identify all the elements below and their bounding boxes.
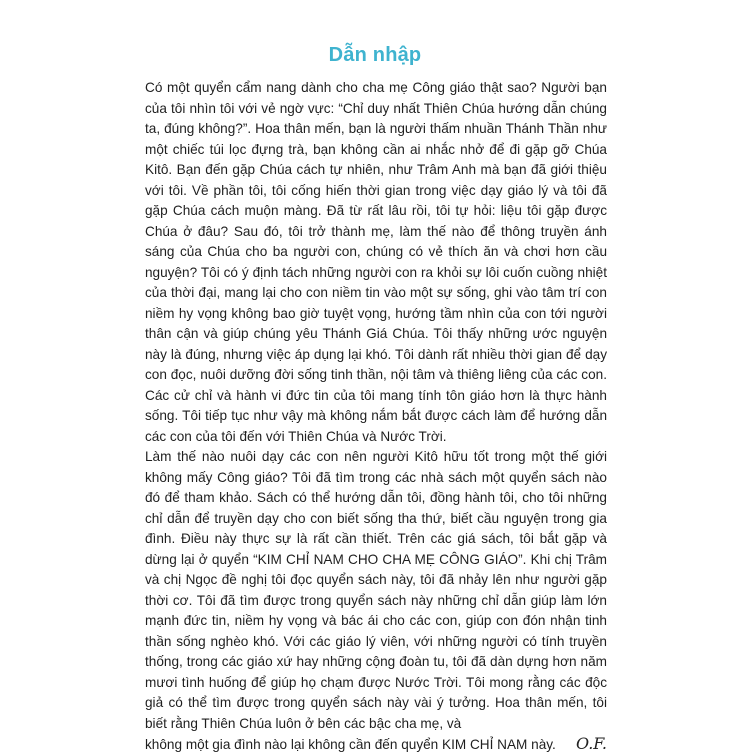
- page-title: Dẫn nhập: [328, 44, 422, 66]
- author-signature: O.F.: [576, 734, 607, 753]
- body-text: [145, 78, 607, 756]
- paragraph-2-closing: [145, 734, 607, 756]
- paragraph-2-last-line: không một gia đình nào lại không cần đến quyển KIM CHỈ NAM này.: [145, 737, 556, 752]
- paragraph-2: Làm thế nào nuôi dạy các con nên người Kitô hữu tốt trong một thế giới không mấy Công giáo? Tôi đã tìm trong các nhà sách một quyển sách nào đó để tham khảo. Sách có thể hướng dẫn tôi, đồng hành tôi, cho tôi những chỉ dẫn để truyền dạy cho con biết sống tha thứ, biết cầu nguyện trong gia đình. Điều này thực sự là rất cần thiết. Trên các giá sách, tôi bắt gặp và dừng lại ở quyển “KIM CHỈ NAM CHO CHA MẸ CÔNG GIÁO”. Khi chị Trâm và chị Ngọc đề nghị tôi đọc quyển sách này, tôi đã nhảy lên như người gặp thời cơ. Tôi đã tìm được trong quyển sách này những chỉ dẫn giúp làm lớn mạnh đức tin, niềm hy vọng và bác ái cho các con, giúp con đón nhận tinh thần sống nghèo khó. Với các giáo lý viên, với những người có tính truyền thống, trong các giáo xứ hay những cộng đoàn tu, tôi đã dàn dựng hơn năm mươi tình huống để giúp họ chạm được Nước Trời. Tôi mong rằng các độc giả có thể tìm được trong quyển sách này vài ý tưởng. Hoa thân mến, tôi biết rằng Thiên Chúa luôn ở bên các bậc cha mẹ, và: [145, 449, 607, 731]
- paragraph-1: Có một quyển cẩm nang dành cho cha mẹ Công giáo thật sao? Người bạn của tôi nhìn tôi với vẻ ngờ vực: “Chỉ duy nhất Thiên Chúa hướng dẫn chúng ta, đúng không?”. Hoa thân mến, bạn là người thấm nhuần Thánh Thần như một chiếc túi lọc đựng trà, bạn không cần ai nhắc nhở để đi gặp gỡ Chúa Kitô. Bạn đến gặp Chúa cách tự nhiên, như Trâm Anh mà bạn đã giới thiệu với tôi. Về phần tôi, tôi cống hiến thời gian trong việc dạy giáo lý và tôi đã gặp Chúa cách muộn màng. Đã từ rất lâu rồi, tôi tự hỏi: liệu tôi gặp được Chúa ở đâu? Sau đó, tôi trở thành mẹ, làm thế nào để thông truyền ánh sáng của Chúa cho ba người con, chúng có vẻ thích ăn và chơi hơn cầu nguyện? Tôi có ý định tách những người con ra khỏi sự lôi cuốn cuồng nhiệt của thời đại, mang lại cho con niềm tin vào một sự sống, ghi vào tâm trí con niềm hy vọng không bao giờ tuyệt vọng, hướng tầm nhìn của con tới người thân cận và giúp chúng yêu Thánh Giá Chúa. Tôi thấy những ước nguyện này là đúng, nhưng việc áp dụng lại khó. Tôi dành rất nhiều thời gian để dạy con đọc, nuôi dưỡng đời sống tinh thần, nội tâm và thiêng liêng của các con. Các cử chỉ và hành vi đức tin của tôi mang tính tôn giáo hơn là thực hành sống. Tôi tiếp tục như vậy mà không nắm bắt được cách làm để hướng dẫn các con của tôi đến với Thiên Chúa và Nước Trời.: [145, 80, 607, 444]
